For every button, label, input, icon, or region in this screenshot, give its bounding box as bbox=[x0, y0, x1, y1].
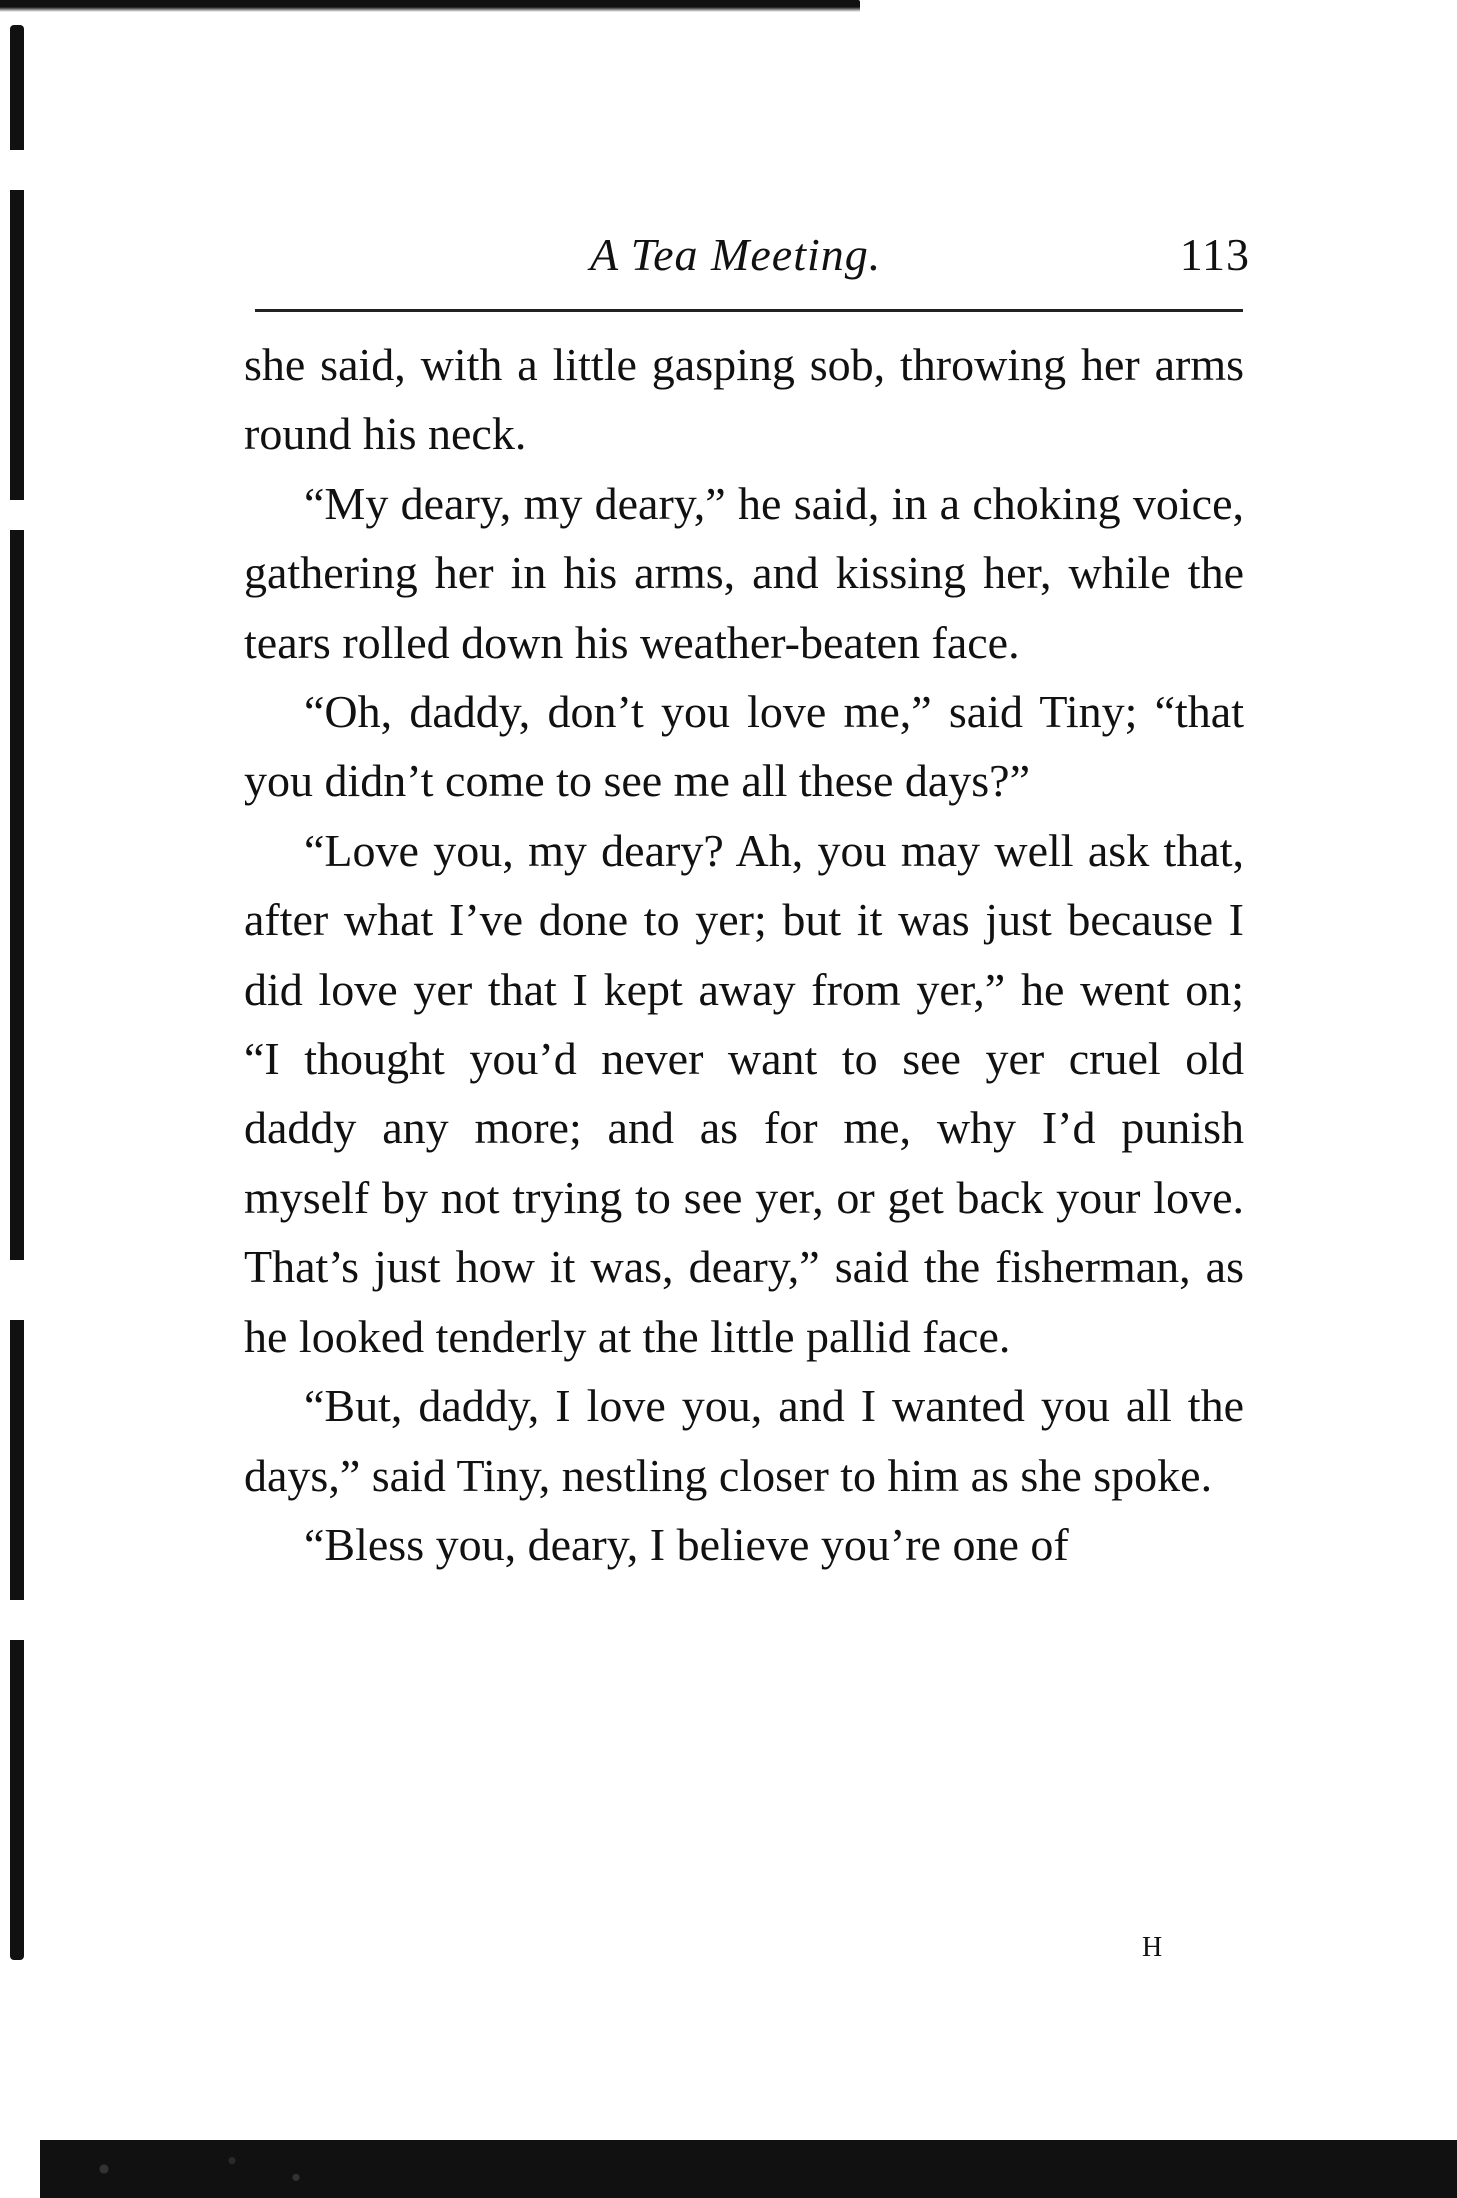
left-page-edge bbox=[10, 25, 24, 1960]
left-edge-gap bbox=[8, 150, 26, 190]
top-page-edge bbox=[0, 0, 860, 12]
running-header bbox=[245, 228, 1250, 298]
paragraph: “Bless you, deary, I believe you’re one of bbox=[304, 1518, 1069, 1570]
bottom-edge-texture bbox=[40, 2148, 360, 2190]
paragraph: “Love you, my deary? Ah, you may well ask that, after what I’ve done to yer; but it was just because I did love yer that I kept away from yer,” he went on; “I thought you’d never want to see yer cruel old daddy any more; and as for me, why I’d punish myself by not trying to see yer, or get back your love. That’s just how it was, deary,” said the fisherman, as he looked tenderly at the little pallid face. bbox=[244, 824, 1244, 1362]
running-header-title: A Tea Meeting. bbox=[590, 229, 882, 280]
paragraph: “But, daddy, I love you, and I wanted you all the days,” said Tiny, nestling closer to him as she spoke. bbox=[244, 1380, 1244, 1501]
page-number: 113 bbox=[1179, 229, 1250, 280]
left-edge-gap bbox=[8, 1260, 26, 1320]
paragraph: “My deary, my deary,” he said, in a choking voice, gathering her in his arms, and kissing her, while the tears rolled down his weather-beaten face. bbox=[244, 477, 1244, 668]
header-rule bbox=[255, 309, 1243, 312]
body-text bbox=[244, 330, 1244, 1579]
left-edge-gap bbox=[8, 500, 26, 530]
left-edge-gap bbox=[8, 1600, 26, 1640]
signature-mark: H bbox=[1142, 1932, 1164, 1963]
paragraph: “Oh, daddy, don’t you love me,” said Tiny; “that you didn’t come to see me all these days?” bbox=[244, 686, 1244, 807]
paragraph: she said, with a little gasping sob, throwing her arms round his neck. bbox=[244, 339, 1244, 460]
